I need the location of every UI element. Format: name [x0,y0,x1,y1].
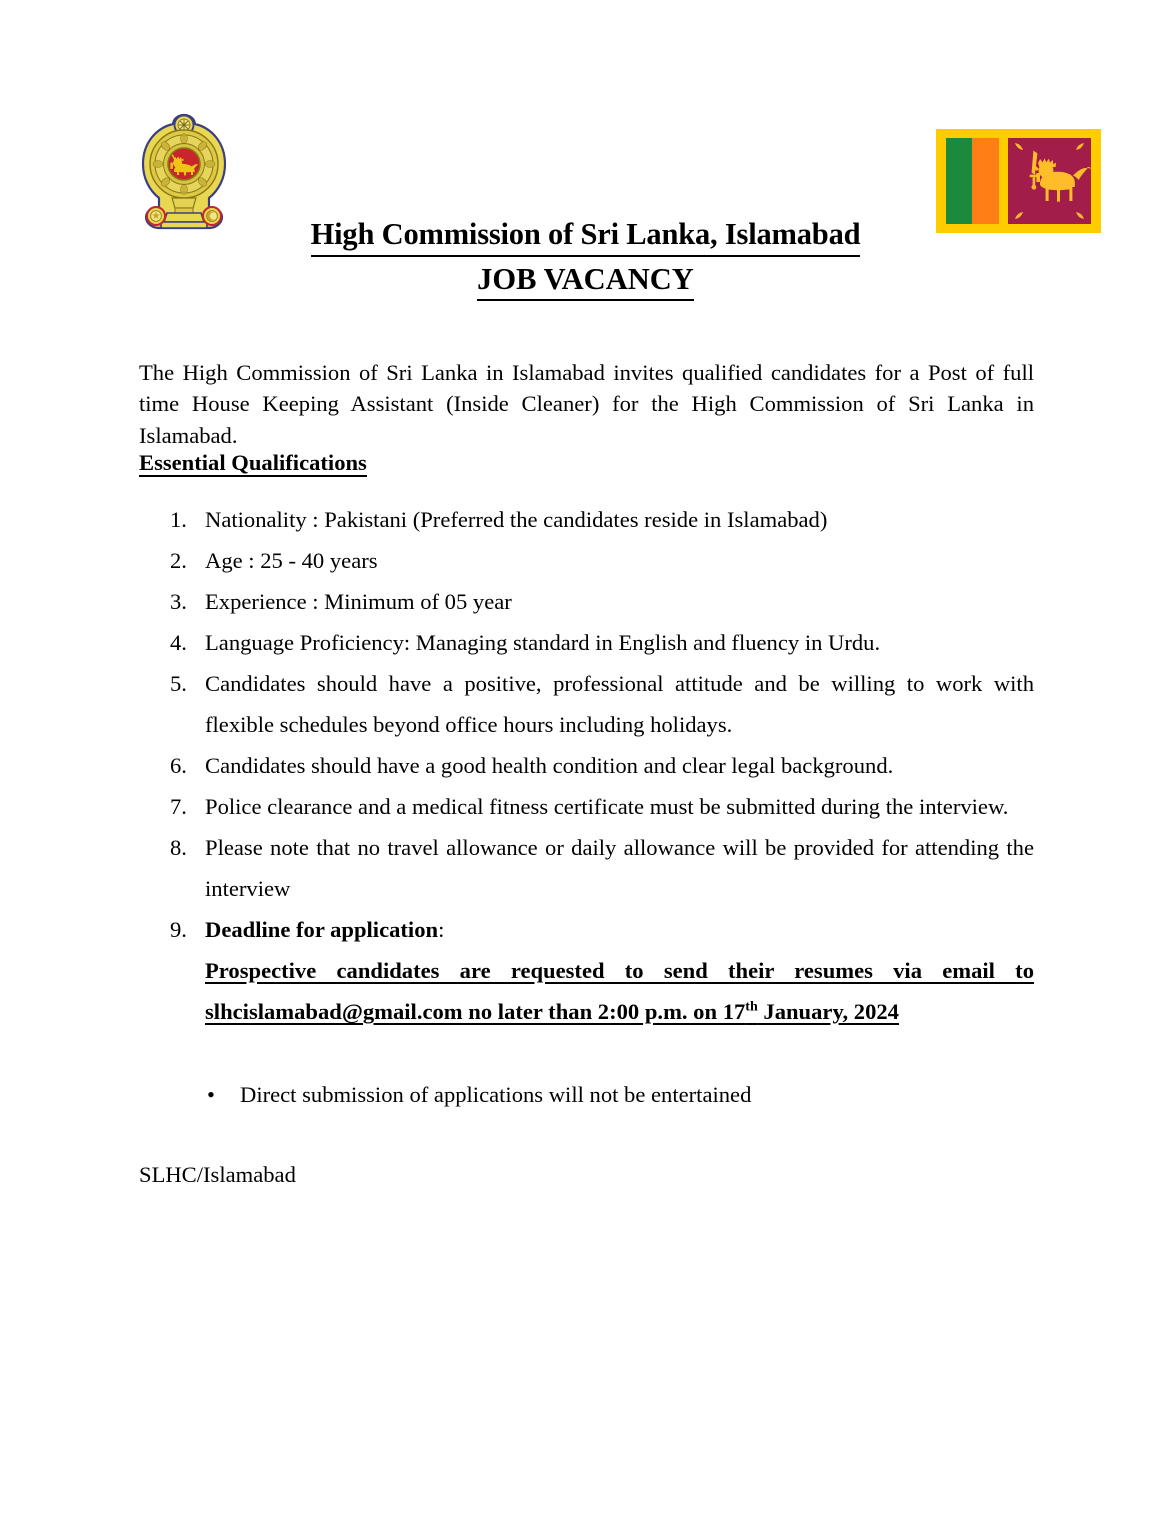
list-item-text: Language Proficiency: Managing standard in English and fluency in Urdu. [205,630,881,655]
deadline-instruction-part1: Prospective candidates are requested to send their resumes via email to slhcislamabad@gmail.com no later than 2:00 p.m. on 17 [205,958,1034,1024]
list-item-number: 6. [170,753,187,778]
title-line-1-wrapper [139,214,1032,257]
list-item-number: 5. [170,671,187,696]
list-item-text: Age : 25 - 40 years [205,548,378,573]
list-item-number: 9. [170,917,187,942]
list-item-text: Candidates should have a good health condition and clear legal background. [205,753,894,778]
list-item-text: Police clearance and a medical fitness certificate must be submitted during the interview. [205,794,1009,819]
list-item-text: Candidates should have a positive, professional attitude and be willing to work with flexible schedules beyond office hours including holidays. [205,671,1034,737]
list-item [139,1079,1034,1111]
list-item-number: 3. [170,589,187,614]
bullet-note-list [139,1079,1034,1111]
list-item [139,622,1034,663]
list-item-number: 8. [170,835,187,860]
list-item-number: 4. [170,630,187,655]
document-title-block [139,214,1032,301]
qualifications-list [139,499,1034,1032]
list-item-number: 2. [170,548,187,573]
list-item [139,786,1034,827]
page-subtitle: JOB VACANCY [477,260,694,301]
bullet-note-text: Direct submission of applications will not be entertained [240,1082,752,1107]
list-item [139,745,1034,786]
list-item-text: Experience : Minimum of 05 year [205,589,512,614]
deadline-colon: : [438,917,445,942]
footer-signature: SLHC/Islamabad [139,1162,296,1187]
list-item-text: Nationality : Pakistani (Preferred the candidates reside in Islamabad) [205,507,828,532]
list-item [139,581,1034,622]
bullet-dot-icon: • [207,1082,215,1107]
section-heading-essential-qualifications [139,448,367,478]
intro-paragraph: The High Commission of Sri Lanka in Islamabad invites qualified candidates for a Post of full time House Keeping Assistant (Inside Cleaner) for the High Commission of Sri Lanka in Islamabad. [139,359,1034,448]
list-item-text: Please note that no travel allowance or daily allowance will be provided for attending the interview [205,835,1034,901]
list-item [139,663,1034,745]
list-item-deadline [139,909,1034,1032]
list-item-number: 7. [170,794,187,819]
title-line-2-wrapper [139,260,1032,301]
deadline-instruction-part2: January, 2024 [757,999,899,1024]
ordinal-suffix: th [745,999,758,1015]
list-item-number: 1. [170,507,187,532]
deadline-instruction [205,950,1034,1032]
page-title: High Commission of Sri Lanka, Islamabad [311,214,861,257]
list-item [139,499,1034,540]
section-heading-label: Essential Qualifications [139,450,367,475]
list-item [139,827,1034,909]
deadline-label: Deadline for application [205,917,439,942]
list-item [139,540,1034,581]
